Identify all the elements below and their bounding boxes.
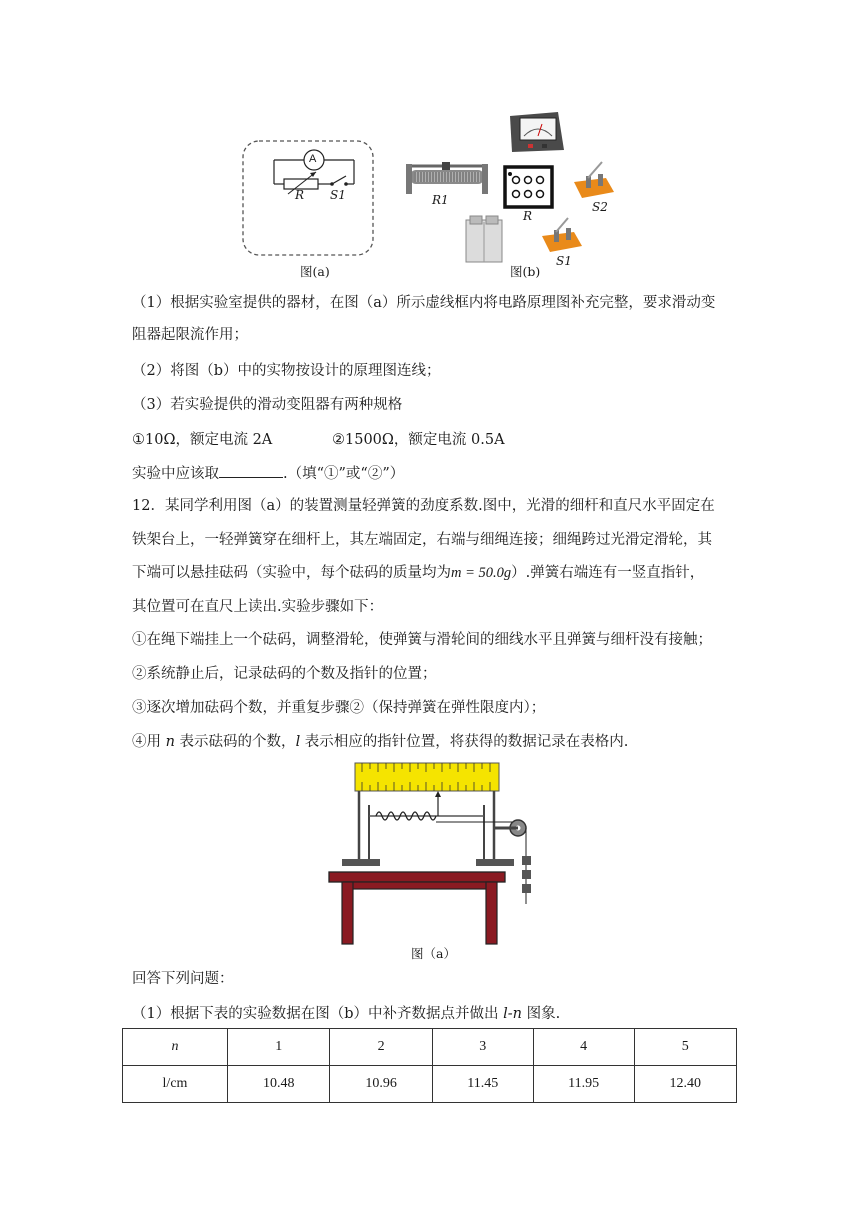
step-3: ③逐次增加砝码个数，并重复步骤②（保持弹簧在弹性限度内）； [132, 700, 546, 716]
q12-line3 [132, 563, 704, 583]
ammeter-device-icon [510, 112, 564, 152]
table-cell: 10.48 [228, 1066, 330, 1103]
rheostat-label-R1: R1 [432, 193, 449, 207]
step4-c: 表示相应的指针位置，将获得的数据记录在表格内. [300, 734, 629, 750]
option-1: ①10Ω，额定电流 2A [132, 432, 273, 448]
row-header-n [123, 1029, 228, 1066]
choose-prefix: 实验中应该取 [132, 466, 219, 482]
switch-label-S1: S1 [330, 188, 346, 202]
table-cell: 11.45 [432, 1066, 533, 1103]
q2-text: （2）将图（b）中的实物按设计的原理图连线； [132, 363, 441, 379]
q12-line1: 12．某同学利用图（a）的装置测量轻弹簧的劲度系数.图中，光滑的细杆和直尺水平固定在 [132, 498, 715, 514]
table-row-n [123, 1029, 737, 1066]
q1-text-line2: 阻器起限流作用； [132, 327, 248, 343]
sub1-suffix: 图象. [522, 1006, 561, 1022]
step4-n: n [165, 734, 175, 750]
table-cell: 10.96 [330, 1066, 432, 1103]
sub1-var: l-n [503, 1006, 523, 1022]
option-2: ②1500Ω，额定电流 0.5A [332, 432, 505, 448]
step4-a: ④用 [132, 734, 166, 750]
q1-text-line1: （1）根据实验室提供的器材，在图（a）所示虚线框内将电路原理图补充完整，要求滑动变 [132, 295, 716, 311]
figure-a-caption: 图(a) [300, 264, 330, 279]
apparatus-photos [402, 104, 618, 274]
choose-line [132, 463, 404, 484]
circuit-diagram [240, 138, 376, 258]
table-cell: 5 [634, 1029, 736, 1066]
table-cell: 12.40 [634, 1066, 736, 1103]
table-cell: 1 [228, 1029, 330, 1066]
q12-line2: 铁架台上，一轻弹簧穿在细杆上，其左端固定，右端与细绳连接；细绳跨过光滑定滑轮，其 [132, 532, 712, 548]
table-row-l [123, 1066, 737, 1103]
header-n-text: n [171, 1039, 179, 1054]
switch-s1-icon [542, 218, 582, 252]
figure-b-caption: 图(b) [510, 264, 541, 279]
step-1: ①在绳下端挂上一个砝码，调整滑轮，使弹簧与滑轮间的细线水平且弹簧与细杆没有接触； [132, 632, 712, 648]
table-cell: 4 [533, 1029, 634, 1066]
resistance-box-icon [505, 167, 552, 207]
answer-blank [219, 463, 283, 478]
q12-line3-suffix: ）.弹簧右端连有一竖直指针， [511, 565, 705, 581]
q12-line3-prefix: 下端可以悬挂砝码（实验中，每个砝码的质量均为 [132, 565, 451, 581]
mass-value: m = 50.0g [451, 565, 512, 581]
box-label-R: R [523, 209, 533, 223]
step4-b: 表示砝码的个数， [174, 734, 296, 750]
choose-suffix: .（填“①”或“②”） [283, 466, 405, 482]
spring-apparatus-figure [326, 760, 542, 946]
step-4 [132, 732, 628, 752]
table-cell: 11.95 [533, 1066, 634, 1103]
sub1-prefix: （1）根据下表的实验数据在图（b）中补齐数据点并做出 [132, 1006, 504, 1022]
switch-label-S2: S2 [592, 200, 608, 214]
switch-s2-icon [574, 162, 614, 198]
table-cell: 2 [330, 1029, 432, 1066]
row-header-l: l/cm [123, 1066, 228, 1103]
q12-line4: 其位置可在直尺上读出.实验步骤如下： [132, 599, 384, 615]
answer-heading: 回答下列问题： [132, 971, 234, 987]
data-table [122, 1028, 737, 1103]
step-2: ②系统静止后，记录砝码的个数及指针的位置； [132, 666, 437, 682]
q3-text: （3）若实验提供的滑动变阻器有两种规格 [132, 397, 403, 413]
battery-icon [466, 216, 502, 262]
sub-question-1 [132, 1004, 560, 1024]
table-cell: 3 [432, 1029, 533, 1066]
rheostat-icon [406, 162, 488, 194]
spring-figure-caption: 图（a） [411, 946, 456, 961]
step4-l: l [295, 734, 301, 750]
resistor-label-R: R [295, 188, 305, 202]
ammeter-label: A [309, 153, 317, 165]
switch-label-S1b: S1 [556, 254, 572, 268]
